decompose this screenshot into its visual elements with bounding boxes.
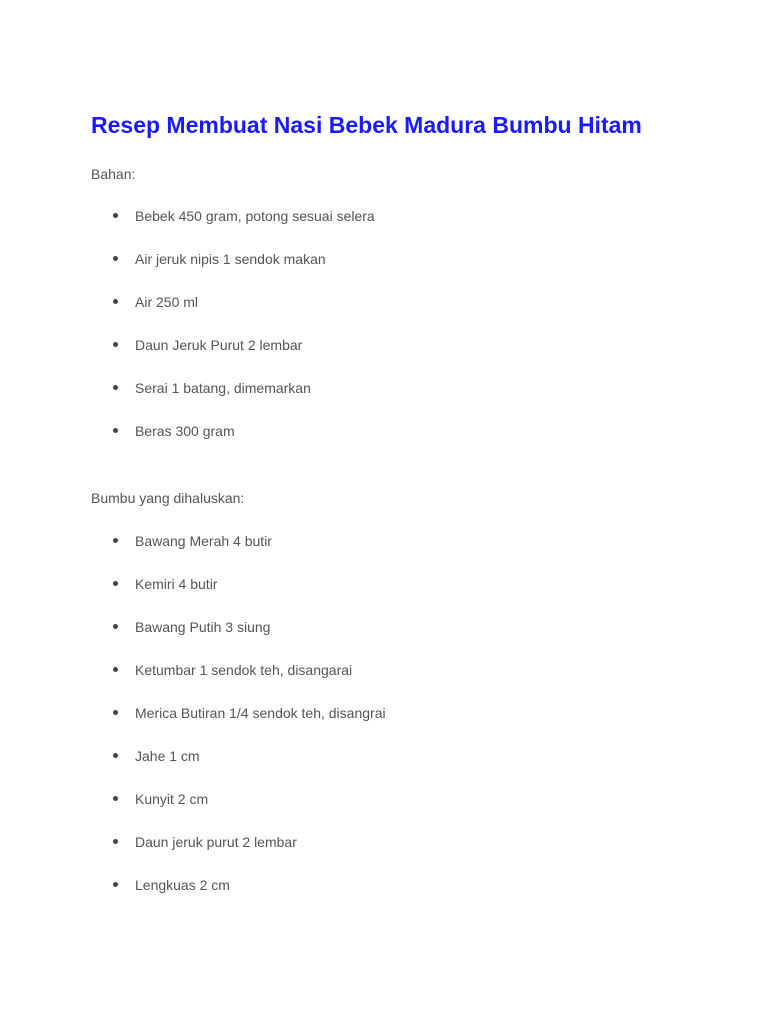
list-item-text: Merica Butiran 1/4 sendok teh, disangrai <box>135 705 386 721</box>
list-item-text: Daun jeruk purut 2 lembar <box>135 834 297 850</box>
list-item-text: Air jeruk nipis 1 sendok makan <box>135 251 326 267</box>
list-item-text: Bawang Putih 3 siung <box>135 619 271 635</box>
list-item-text: Jahe 1 cm <box>135 748 200 764</box>
bullet-icon <box>113 796 118 801</box>
section-label-bumbu: Bumbu yang dihaluskan: <box>91 490 245 506</box>
list-item-text: Serai 1 batang, dimemarkan <box>135 380 311 396</box>
bullet-icon <box>113 213 118 218</box>
bullet-icon <box>113 299 118 304</box>
bullet-icon <box>113 428 118 433</box>
bullet-icon <box>113 753 118 758</box>
page-title: Resep Membuat Nasi Bebek Madura Bumbu Hitam <box>91 112 642 138</box>
list-item-text: Lengkuas 2 cm <box>135 877 230 893</box>
list-item-text: Kemiri 4 butir <box>135 576 218 592</box>
bullet-icon <box>113 624 118 629</box>
list-item-text: Bebek 450 gram, potong sesuai selera <box>135 208 375 224</box>
bullet-icon <box>113 882 118 887</box>
bullet-icon <box>113 342 118 347</box>
bullet-icon <box>113 667 118 672</box>
list-item-text: Beras 300 gram <box>135 423 235 439</box>
bullet-icon <box>113 710 118 715</box>
list-item-text: Air 250 ml <box>135 294 199 310</box>
bullet-icon <box>113 538 118 543</box>
bullet-icon <box>113 385 118 390</box>
bullet-icon <box>113 839 118 844</box>
section-label-bahan: Bahan: <box>91 166 136 182</box>
list-item-text: Ketumbar 1 sendok teh, disangarai <box>135 662 353 678</box>
bullet-icon <box>113 256 118 261</box>
list-item-text: Kunyit 2 cm <box>135 791 209 807</box>
list-item-text: Bawang Merah 4 butir <box>135 533 272 549</box>
list-item-text: Daun Jeruk Purut 2 lembar <box>135 337 303 353</box>
bullet-icon <box>113 581 118 586</box>
